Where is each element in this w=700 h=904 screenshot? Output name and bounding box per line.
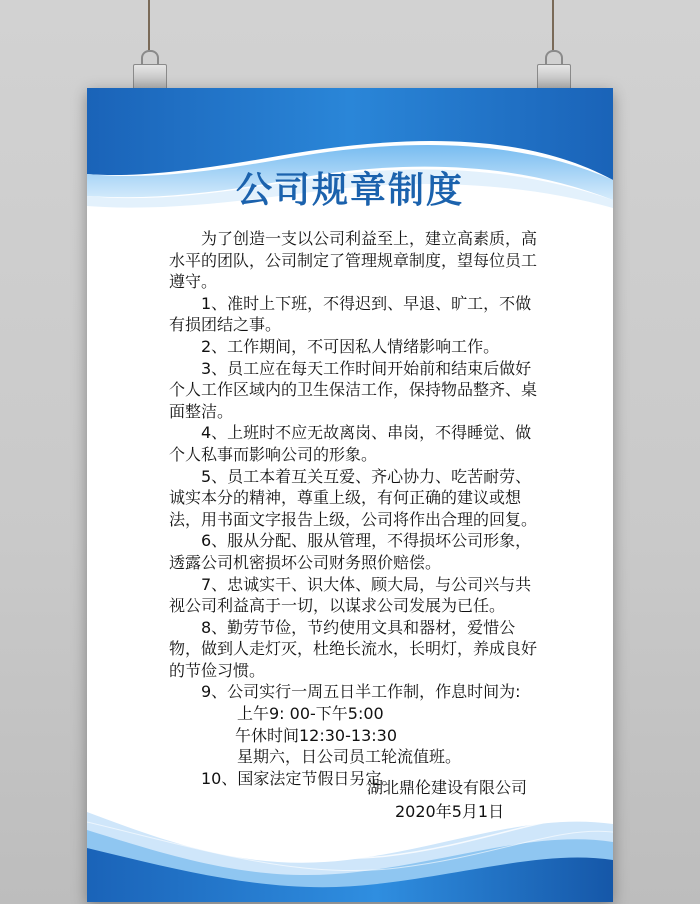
issue-date: 2020年5月1日 [395,802,505,821]
bottom-wave-decoration [87,772,613,902]
intro-paragraph: 为了创造一支以公司利益至上，建立高素质，高水平的团队，公司制定了管理规章制度，望每位员工遵守。 [169,229,538,292]
rule-item: 5、员工本着互关互爱、齐心协力、吃苦耐劳、诚实本分的精神，尊重上级，有何正确的建议或想法，用书面文字报告上级，公司将作出合理的回复。 [169,466,538,529]
rule-item: 7、忠诚实干、识大体、顾大局，与公司兴与共视公司利益高于一切，以谋求公司发展为已任。 [169,574,532,616]
poster [87,88,613,902]
schedule-morning: 上午9: 00-下午5:00 [237,704,384,724]
company-name: 湖北鼎伦建设有限公司 [367,778,528,797]
regulation-body [169,228,541,789]
hanging-wire-right [552,0,554,52]
rule-item: 4、上班时不应无故离岗、串岗，不得睡觉、做个人私事而影响公司的形象。 [169,423,532,464]
rule-item: 3、员工应在每天工作时间开始前和结束后做好个人工作区域内的卫生保洁工作，保持物品整齐、桌面整洁。 [169,358,538,421]
poster-title: 公司规章制度 [235,170,464,211]
rule-item: 9、公司实行一周五日半工作制，作息时间为: [201,682,521,702]
rule-item: 6、服从分配、服从管理，不得损坏公司形象，透露公司机密损坏公司财务照价赔偿。 [169,531,532,572]
rule-item: 2、工作期间，不可因私人情绪影响工作。 [201,336,500,356]
rule-item: 8、勤劳节俭，节约使用文具和器材，爱惜公物，做到人走灯灭，杜绝长流水，长明灯，养成良好的节俭习惯。 [169,617,538,680]
schedule-saturday: 星期六，日公司员工轮流值班。 [237,747,462,767]
rule-item: 10、国家法定节假日另定。 [201,768,398,788]
hanging-wire-left [148,0,150,52]
schedule-lunch: 午休时间12:30-13:30 [235,725,397,745]
rule-item: 1、准时上下班，不得迟到、早退、旷工，不做有损团结之事。 [169,293,532,335]
